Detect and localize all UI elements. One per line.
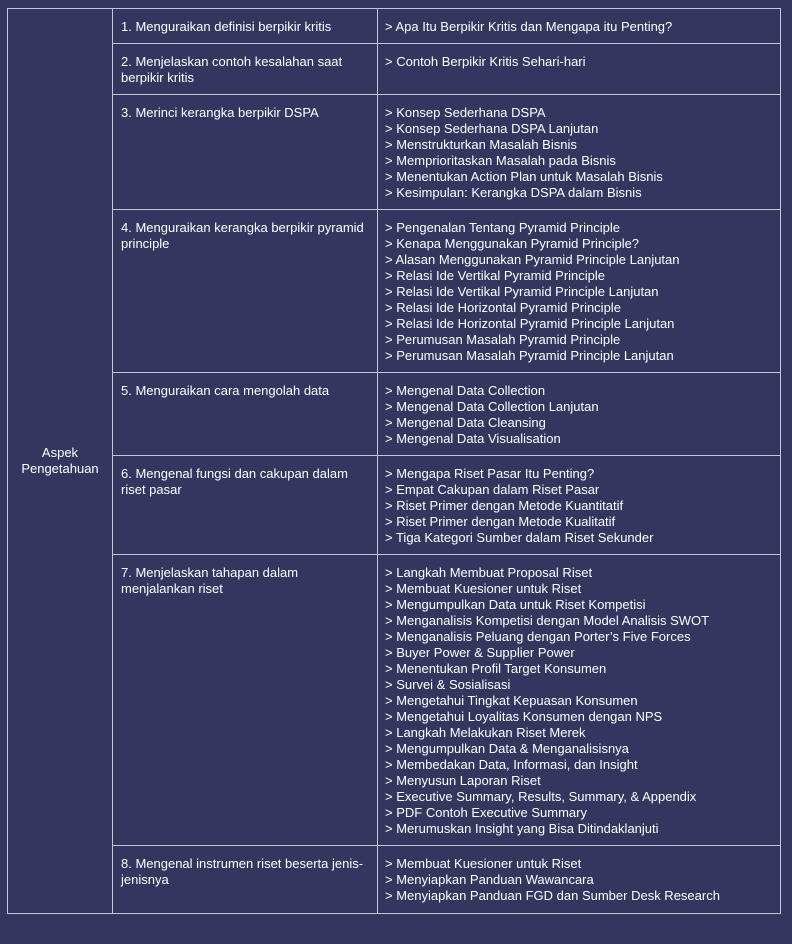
- goal-cell: [113, 555, 378, 846]
- goal-cell: [113, 44, 378, 95]
- topic-item: > Pengenalan Tentang Pyramid Principle: [385, 220, 774, 236]
- aspect-label: Aspek Pengetahuan: [21, 445, 99, 476]
- goal-text: 4. Menguraikan kerangka berpikir pyramid principle: [121, 220, 364, 251]
- goal-cell: [113, 95, 378, 210]
- topic-item: > Riset Primer dengan Metode Kualitatif: [385, 514, 774, 530]
- topic-list: [378, 373, 780, 447]
- topic-item: > Menentukan Action Plan untuk Masalah Bisnis: [385, 169, 774, 185]
- topic-item: > Mengenal Data Cleansing: [385, 415, 774, 431]
- topic-item: > Executive Summary, Results, Summary, & Appendix: [385, 789, 774, 805]
- topic-item: > Mengenal Data Collection Lanjutan: [385, 399, 774, 415]
- topic-item: > Perumusan Masalah Pyramid Principle Lanjutan: [385, 348, 774, 364]
- topic-item: > Menyusun Laporan Riset: [385, 773, 774, 789]
- topic-item: > Menganalisis Kompetisi dengan Model Analisis SWOT: [385, 613, 774, 629]
- topic-item: > Alasan Menggunakan Pyramid Principle Lanjutan: [385, 252, 774, 268]
- goal-text: 5. Menguraikan cara mengolah data: [121, 383, 330, 398]
- table-row: [8, 373, 781, 456]
- goal-text: 1. Menguraikan definisi berpikir kritis: [121, 19, 332, 34]
- goal-cell: [113, 846, 378, 914]
- goal-text: 8. Mengenal instrumen riset beserta jenis-jenisnya: [121, 856, 364, 887]
- topics-cell: [378, 846, 781, 914]
- topic-item: > Langkah Membuat Proposal Riset: [385, 565, 774, 581]
- topic-list: [378, 555, 780, 837]
- topic-item: > Menyiapkan Panduan FGD dan Sumber Desk Research: [385, 888, 774, 904]
- topic-item: > Kesimpulan: Kerangka DSPA dalam Bisnis: [385, 185, 774, 201]
- topic-item: > Memprioritaskan Masalah pada Bisnis: [385, 153, 774, 169]
- topic-item: > Contoh Berpikir Kritis Sehari-hari: [385, 54, 774, 70]
- topic-item: > PDF Contoh Executive Summary: [385, 805, 774, 821]
- table-body: [8, 9, 781, 914]
- topic-list: [378, 456, 780, 546]
- table-row: [8, 95, 781, 210]
- topic-item: > Relasi Ide Horizontal Pyramid Principle Lanjutan: [385, 316, 774, 332]
- topic-item: > Empat Cakupan dalam Riset Pasar: [385, 482, 774, 498]
- topic-item: > Menyiapkan Panduan Wawancara: [385, 872, 774, 888]
- topic-item: > Mengetahui Tingkat Kepuasan Konsumen: [385, 693, 774, 709]
- topic-item: > Langkah Melakukan Riset Merek: [385, 725, 774, 741]
- topics-cell: [378, 95, 781, 210]
- topic-list: [378, 44, 780, 70]
- topic-item: > Kenapa Menggunakan Pyramid Principle?: [385, 236, 774, 252]
- topic-item: > Konsep Sederhana DSPA Lanjutan: [385, 121, 774, 137]
- table-row: [8, 456, 781, 555]
- topic-item: > Membuat Kuesioner untuk Riset: [385, 856, 774, 872]
- table-row: [8, 846, 781, 914]
- goal-cell: [113, 373, 378, 456]
- goal-text: 6. Mengenal fungsi dan cakupan dalam riset pasar: [121, 466, 348, 497]
- topic-item: > Konsep Sederhana DSPA: [385, 105, 774, 121]
- topic-item: > Buyer Power & Supplier Power: [385, 645, 774, 661]
- topics-cell: [378, 373, 781, 456]
- topic-item: > Mengumpulkan Data untuk Riset Kompetisi: [385, 597, 774, 613]
- topic-item: > Tiga Kategori Sumber dalam Riset Sekunder: [385, 530, 774, 546]
- aspect-cell: [8, 9, 113, 914]
- table-row: [8, 9, 781, 44]
- topic-item: > Menganalisis Peluang dengan Porter’s Five Forces: [385, 629, 774, 645]
- goal-text: 3. Merinci kerangka berpikir DSPA: [121, 105, 319, 120]
- topic-list: [378, 210, 780, 364]
- topic-item: > Mengenal Data Visualisation: [385, 431, 774, 447]
- topic-list: [378, 95, 780, 201]
- topic-item: > Survei & Sosialisasi: [385, 677, 774, 693]
- topic-item: > Relasi Ide Vertikal Pyramid Principle Lanjutan: [385, 284, 774, 300]
- topics-cell: [378, 210, 781, 373]
- topic-list: [378, 9, 780, 35]
- topic-item: > Mengapa Riset Pasar Itu Penting?: [385, 466, 774, 482]
- topic-item: > Mengumpulkan Data & Menganalisisnya: [385, 741, 774, 757]
- topic-item: > Mengetahui Loyalitas Konsumen dengan NPS: [385, 709, 774, 725]
- topic-item: > Menentukan Profil Target Konsumen: [385, 661, 774, 677]
- table-row: [8, 44, 781, 95]
- topic-item: > Mengenal Data Collection: [385, 383, 774, 399]
- topic-item: > Membuat Kuesioner untuk Riset: [385, 581, 774, 597]
- topic-item: > Membedakan Data, Informasi, dan Insight: [385, 757, 774, 773]
- table-row: [8, 555, 781, 846]
- topic-item: > Apa Itu Berpikir Kritis dan Mengapa itu Penting?: [385, 19, 774, 35]
- curriculum-table: [7, 8, 781, 914]
- topics-cell: [378, 456, 781, 555]
- goal-text: 2. Menjelaskan contoh kesalahan saat berpikir kritis: [121, 54, 343, 85]
- topic-item: > Merumuskan Insight yang Bisa Ditindaklanjuti: [385, 821, 774, 837]
- topics-cell: [378, 44, 781, 95]
- goal-cell: [113, 210, 378, 373]
- topic-item: > Riset Primer dengan Metode Kuantitatif: [385, 498, 774, 514]
- topic-item: > Relasi Ide Vertikal Pyramid Principle: [385, 268, 774, 284]
- topic-item: > Relasi Ide Horizontal Pyramid Principle: [385, 300, 774, 316]
- topics-cell: [378, 9, 781, 44]
- goal-cell: [113, 9, 378, 44]
- topics-cell: [378, 555, 781, 846]
- goal-text: 7. Menjelaskan tahapan dalam menjalankan riset: [121, 565, 299, 596]
- topic-list: [378, 846, 780, 904]
- topic-item: > Perumusan Masalah Pyramid Principle: [385, 332, 774, 348]
- table-row: [8, 210, 781, 373]
- topic-item: > Menstrukturkan Masalah Bisnis: [385, 137, 774, 153]
- goal-cell: [113, 456, 378, 555]
